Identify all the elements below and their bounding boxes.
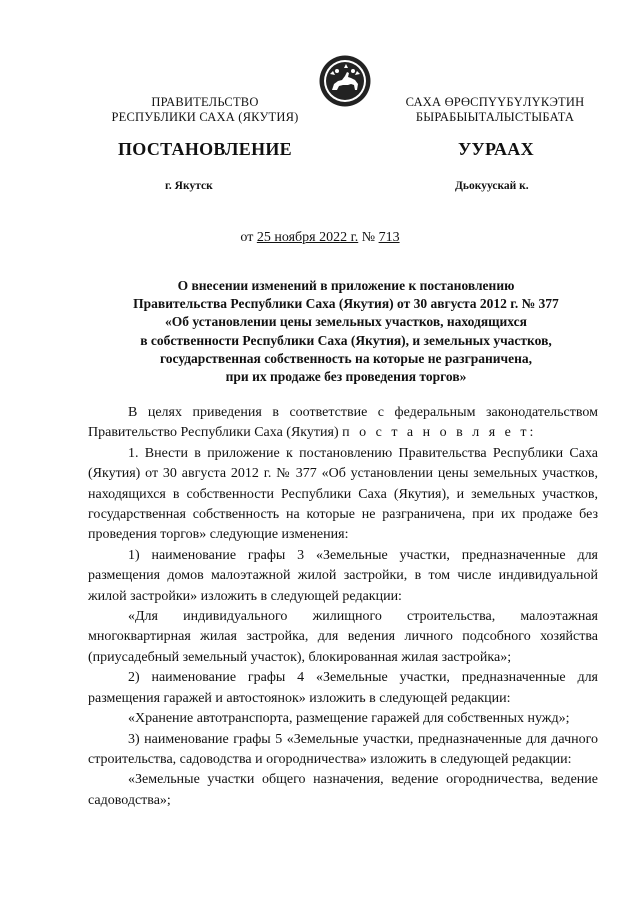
document-number: 713	[378, 230, 400, 245]
title-line: государственная собственность на которые не разграничена,	[159, 350, 533, 366]
title-line: при их продаже без проведения торгов»	[225, 369, 467, 385]
paragraph: «Хранение автотранспорта, размещение гаражей для собственных нужд»;	[128, 711, 570, 727]
date-prefix: от	[240, 230, 254, 245]
title-line: в собственности Республики Саха (Якутия), и земельных участков,	[140, 332, 552, 348]
title-line: Правительства Республики Саха (Якутия) от 30 августа 2012 г. № 377	[133, 296, 559, 312]
header-left	[100, 95, 310, 125]
paragraph: 2) наименование графы 4 «Земельные участки, предназначенные для размещения гаражей и автостоянок» изложить в следующей редакции:	[88, 670, 598, 706]
city-right: Дьокуускай к.	[455, 180, 529, 192]
city-left: г. Якутск	[165, 180, 213, 192]
doc-type-left: ПОСТАНОВЛЕНИЕ	[118, 139, 292, 159]
header-right-line1: САХА ӨРӨСПҮҮБҮЛҮКЭТИН	[405, 95, 585, 109]
header-left-line1: ПРАВИТЕЛЬСТВО	[151, 95, 259, 109]
header-right	[385, 95, 605, 125]
title-line: О внесении изменений в приложение к постановлению	[177, 278, 515, 293]
header-right-line2: БЫРАБЫЫТАЛЫСТЫБАТА	[415, 110, 575, 124]
dateline	[0, 230, 640, 246]
doc-type-right: УУРААХ	[458, 139, 534, 159]
title-line: «Об установлении цены земельных участков, находящихся	[165, 314, 527, 330]
paragraph: 1) наименование графы 3 «Земельные участки, предназначенные для размещения домов малоэтажной жилой застройки, в том числе индивидуальной жилой застройки» изложить в следующей редакции:	[88, 547, 598, 604]
document-title	[80, 277, 612, 386]
coat-of-arms-icon	[318, 54, 372, 108]
paragraph-intro	[88, 403, 598, 444]
paragraph: 3) наименование графы 5 «Земельные участки, предназначенные для дачного строительства, садоводства и огородничества» изложить в следующей редакции:	[88, 731, 598, 767]
intro-verb: п о с т а н о в л я е т:	[342, 425, 537, 441]
header-left-line2: РЕСПУБЛИКИ САХА (ЯКУТИЯ)	[111, 110, 299, 124]
paragraph: «Для индивидуального жилищного строительства, малоэтажная многоквартирная жилая застройка, для ведения личного подсобного хозяйства (приусадебный земельный участок), блокированная жилая застройка»;	[88, 609, 598, 665]
date-value: 25 ноября 2022 г.	[256, 230, 359, 245]
document-body	[88, 403, 598, 811]
paragraph: «Земельные участки общего назначения, ведение огородничества, ведение садоводства»;	[88, 772, 598, 808]
number-prefix: №	[361, 230, 376, 245]
paragraph: 1. Внести в приложение к постановлению Правительства Республики Саха (Якутия) от 30 августа 2012 г. № 377 «Об установлении цены земельных участков, находящихся в собственности Республики Саха (Якутия), и земельных участков, государственная собственность на которые не разграничена, при их продаже без проведения торгов» следующие изменения:	[88, 445, 598, 543]
intro-text: В целях приведения в соответствие с федеральным законодательством Правительство Республики Саха (Якутия)	[88, 405, 598, 441]
